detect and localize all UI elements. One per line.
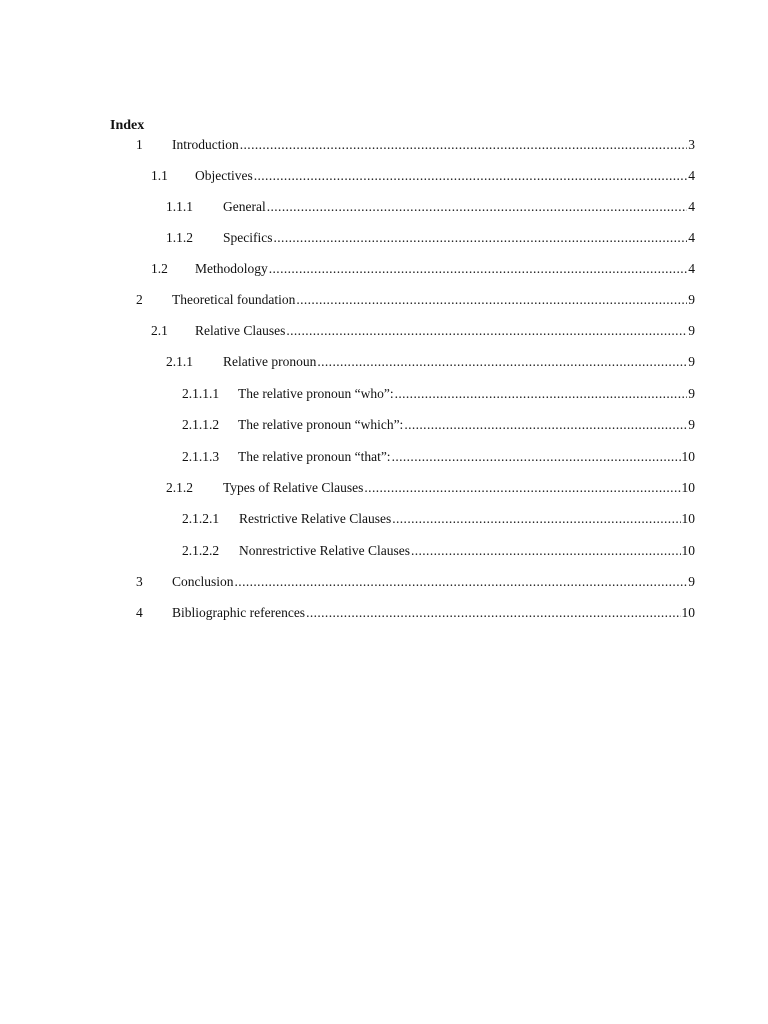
toc-entry-number: 2.1.2.1 [182,511,220,526]
toc-entry-number: 2.1.1.1 [182,386,220,401]
dot-leader [411,542,681,560]
toc-entry-relative-pronoun[interactable] [166,353,695,371]
toc-entry-methodology[interactable] [151,260,695,278]
toc-entry-title: Types of Relative Clauses [223,480,364,495]
toc-heading: Index [110,118,145,133]
toc-entry-bibliographic-references[interactable] [136,604,695,622]
toc-entry-pronoun-which[interactable] [182,416,695,434]
toc-entry-page: 10 [681,543,695,558]
toc-entry-title: Relative pronoun [223,354,317,369]
toc-entry-pronoun-who[interactable] [182,385,695,403]
dot-leader [267,198,688,216]
dot-leader [286,322,687,340]
toc-entry-page: 9 [688,292,695,307]
dot-leader [296,291,687,309]
toc-entry-number: 1.1.1 [166,199,193,214]
dot-leader [395,385,688,403]
dot-leader [392,448,681,466]
toc-entry-title: The relative pronoun “that”: [238,449,391,464]
toc-entry-number: 2.1.2 [166,480,193,495]
toc-entry-title: Theoretical foundation [172,292,296,307]
toc-entry-title: Conclusion [172,574,234,589]
toc-entry-theoretical-foundation[interactable] [136,291,695,309]
toc-entry-number: 2.1.1.3 [182,449,220,464]
toc-entry-specifics[interactable] [166,229,695,247]
toc-entry-title: Objectives [195,168,253,183]
toc-entry-general[interactable] [166,198,695,216]
toc-entry-title: Specifics [223,230,273,245]
dot-leader [235,573,688,591]
toc-entry-page: 9 [688,417,695,432]
toc-entry-number: 2.1.1.2 [182,417,220,432]
toc-entry-title: Restrictive Relative Clauses [239,511,392,526]
toc-entry-page: 3 [688,137,695,152]
toc-entry-page: 9 [688,574,695,589]
toc-entry-page: 4 [688,168,695,183]
toc-entry-number: 2 [136,292,143,307]
dot-leader [317,353,687,371]
toc-entry-number: 2.1 [151,323,168,338]
toc-entry-page: 10 [681,511,695,526]
toc-entry-relative-clauses[interactable] [151,322,695,340]
toc-entry-title: Bibliographic references [172,605,306,620]
toc-entry-title: General [223,199,266,214]
toc-entry-nonrestrictive-relative-clauses[interactable] [182,542,695,560]
dot-leader [404,416,687,434]
toc-entry-introduction[interactable] [136,136,695,154]
dot-leader [392,510,680,528]
toc-entry-page: 10 [681,605,695,620]
dot-leader [306,604,680,622]
toc-entry-page: 4 [688,199,695,214]
toc-entry-number: 2.1.2.2 [182,543,220,558]
dot-leader [254,167,688,185]
toc-entry-types-of-relative-clauses[interactable] [166,479,695,497]
toc-entry-number: 1 [136,137,143,152]
dot-leader [364,479,680,497]
toc-entry-title: The relative pronoun “who”: [238,386,394,401]
toc-entry-number: 1.1.2 [166,230,193,245]
toc-entry-page: 9 [688,386,695,401]
toc-entry-page: 4 [688,230,695,245]
toc-entry-title: Introduction [172,137,239,152]
dot-leader [274,229,688,247]
toc-entry-title: The relative pronoun “which”: [238,417,404,432]
toc-entry-objectives[interactable] [151,167,695,185]
toc-entry-page: 9 [688,323,695,338]
toc-entry-title: Relative Clauses [195,323,286,338]
toc-entry-number: 3 [136,574,143,589]
toc-entry-title: Methodology [195,261,268,276]
dot-leader [240,136,688,154]
toc-entry-page: 10 [681,480,695,495]
toc-entry-number: 2.1.1 [166,354,193,369]
toc-entry-title: Nonrestrictive Relative Clauses [239,543,410,558]
toc-entry-number: 1.2 [151,261,168,276]
toc-entry-page: 10 [681,449,695,464]
toc-entry-number: 4 [136,605,143,620]
toc-entry-restrictive-relative-clauses[interactable] [182,510,695,528]
toc-entry-pronoun-that[interactable] [182,448,695,466]
toc-entry-page: 4 [688,261,695,276]
toc-entry-number: 1.1 [151,168,168,183]
toc-entry-page: 9 [688,354,695,369]
toc-entry-conclusion[interactable] [136,573,695,591]
dot-leader [269,260,688,278]
